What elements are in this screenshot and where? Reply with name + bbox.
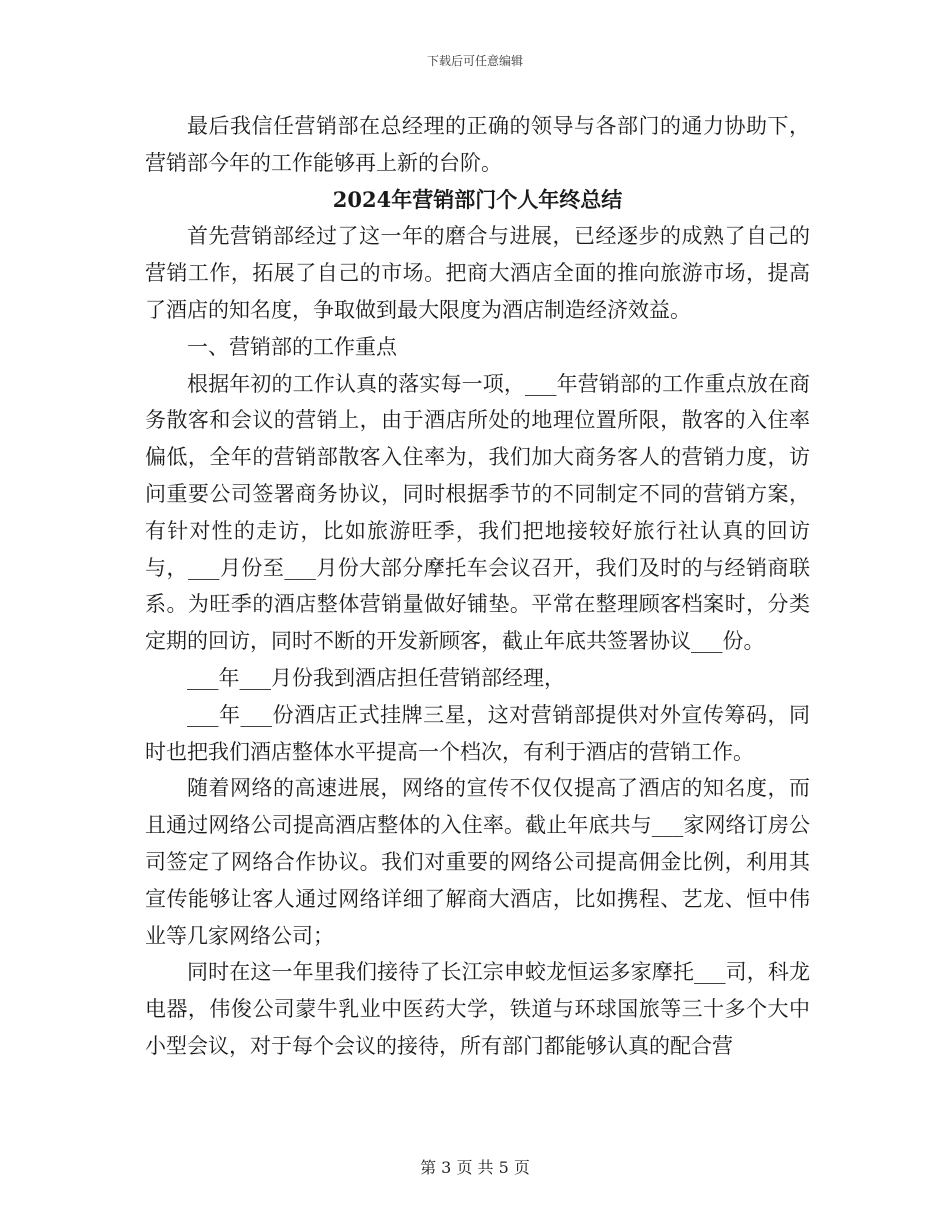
paragraph-intro: 首先营销部经过了这一年的磨合与进展，已经逐步的成熟了自己的营销工作，拓展了自己的市场。把商大酒店全面的推向旅游市场，提高了酒店的知名度，争取做到最大限度为酒店制造经济效益。 [145,224,810,322]
paragraph-closing: 最后我信任营销部在总经理的正确的领导与各部门的通力协助下，营销部今年的工作能够再上新的台阶。 [145,114,810,175]
paragraph-three-star: ___年___份酒店正式挂牌三星，这对营销部提供对外宣传筹码，同时也把我们酒店整体水平提高一个档次，有利于酒店的营销工作。 [145,702,810,764]
paragraph-network: 随着网络的高速进展，网络的宣传不仅仅提高了酒店的知名度，而且通过网络公司提高酒店整体的入住率。截止年底共与___家网络订房公司签定了网络合作协议。我们对重要的网络公司提高佣金比例，利用其宣传能够让客人通过网络详细了解商大酒店，比如携程、艺龙、恒中伟业等几家网络公司； [145,776,810,948]
section-heading: 一、营销部的工作重点 [187,334,397,359]
paragraph-work-focus: 根据年初的工作认真的落实每一项，___年营销部的工作重点放在商务散客和会议的营销上，由于酒店所处的地理位置所限，散客的入住率偏低，全年的营销部散客入住率为，我们加大商务客人的营销力度，访问重要公司签署商务协议，同时根据季节的不同制定不同的营销方案，有针对性的走访，比如旅游旺季，我们把地接较好旅行社认真的回访与，___月份至___月份大部分摩托车会议召开，我们及时的与经销商联系。为旺季的酒店整体营销量做好铺垫。平常在整理顾客档案时，分类定期的回访，同时不断的开发新顾客，截止年底共签署协议___份。 [145,371,810,654]
paragraph-appointment: ___年___月份我到酒店担任营销部经理， [187,665,565,690]
header-note: 下载后可任意编辑 [426,54,523,68]
section-title: 2024年营销部门个人年终总结 [332,186,623,212]
page-number: 第 3 页 共 5 页 [420,1158,530,1177]
paragraph-conferences: 同时在这一年里我们接待了长江宗申蛟龙恒运多家摩托___司，科龙电器，伟俊公司蒙牛乳业中医药大学，铁道与环球国旅等三十多个大中小型会议，对于每个会议的接待，所有部门都能够认真的配合营 [145,960,810,1058]
document-body [145,108,810,1065]
